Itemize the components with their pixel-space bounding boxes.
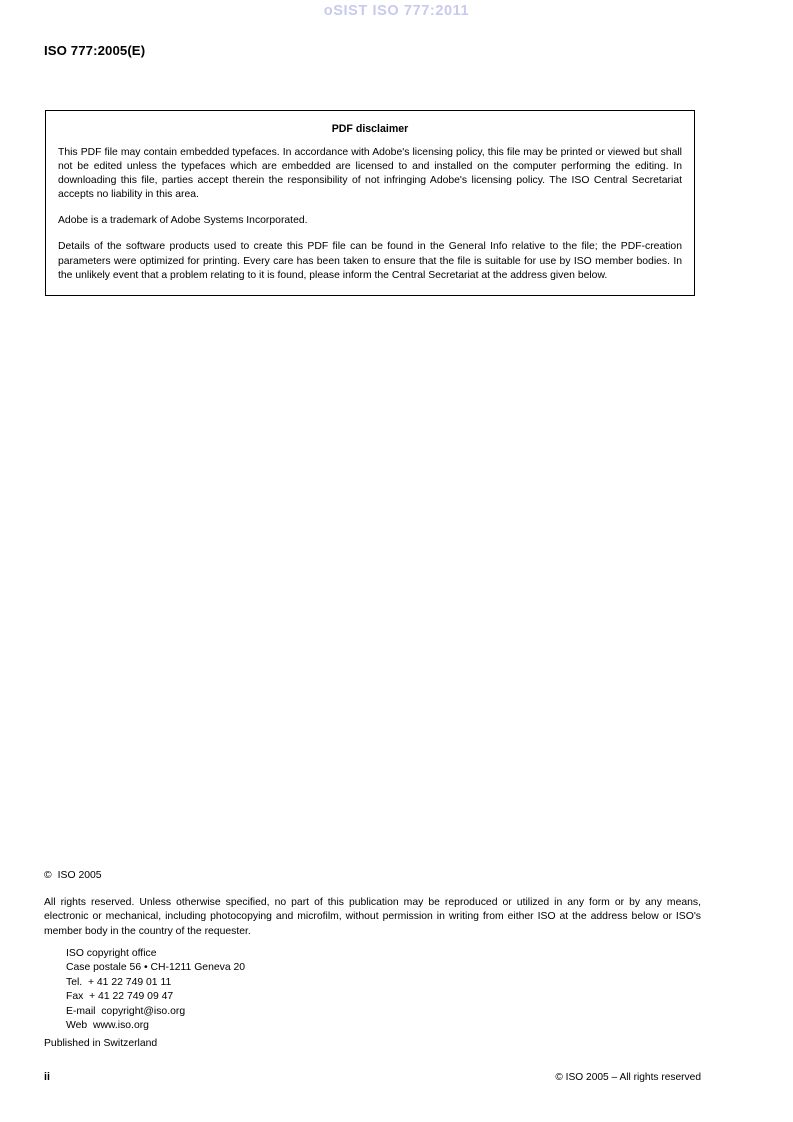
disclaimer-paragraph-1: This PDF file may contain embedded typefaces. In accordance with Adobe's licensing policy, this file may be printed or viewed but shall not be edited unless the typefaces which are embedded are licensed to and installed on the computer performing the editing. In downloading this file, parties accept therein the responsibility of not infringing Adobe's licensing policy. The ISO Central Secretariat accepts no liability in this area. [58, 147, 682, 201]
disclaimer-paragraph-3: Details of the software products used to create this PDF file can be found in the General Info relative to the file; the PDF-creation parameters were optimized for printing. Every care has been taken to ensure that the file is suitable for use by ISO member bodies. In the unlikely event that a problem relating to it is found, please inform the Central Secretariat at the address given below. [58, 241, 682, 281]
address-fax: Fax + 41 22 749 09 47 [66, 991, 174, 1003]
pdf-disclaimer-box [45, 110, 695, 296]
iso-copyright-office-address [66, 947, 701, 1033]
page-footer [44, 1071, 701, 1083]
footer-rights-notice: © ISO 2005 – All rights reserved [555, 1072, 701, 1083]
copyright-block [44, 869, 701, 1051]
copyright-symbol: © [44, 870, 52, 881]
address-office-name: ISO copyright office [66, 947, 157, 959]
copyright-owner-year: ISO 2005 [57, 870, 102, 881]
address-email: E-mail copyright@iso.org [66, 1005, 186, 1017]
copyright-notice-line [44, 869, 701, 883]
address-telephone: Tel. + 41 22 749 01 11 [66, 976, 172, 988]
document-header-reference: ISO 777:2005(E) [44, 43, 146, 58]
address-postal: Case postale 56 • CH-1211 Geneva 20 [66, 962, 246, 974]
footer-page-number: ii [44, 1071, 50, 1083]
all-rights-reserved-paragraph: All rights reserved. Unless otherwise specified, no part of this publication may be reproduced or utilized in any form or by any means, electronic or mechanical, including photocopying and microfilm, without permission in writing from either ISO at the address below or ISO's member body in the country of the requester. [44, 897, 701, 937]
pdf-disclaimer-title: PDF disclaimer [331, 123, 409, 135]
published-in-line: Published in Switzerland [44, 1038, 158, 1050]
address-web: Web www.iso.org [66, 1019, 149, 1031]
watermark-text: oSIST ISO 777:2011 [323, 3, 470, 19]
disclaimer-paragraph-2: Adobe is a trademark of Adobe Systems Incorporated. [58, 215, 308, 227]
